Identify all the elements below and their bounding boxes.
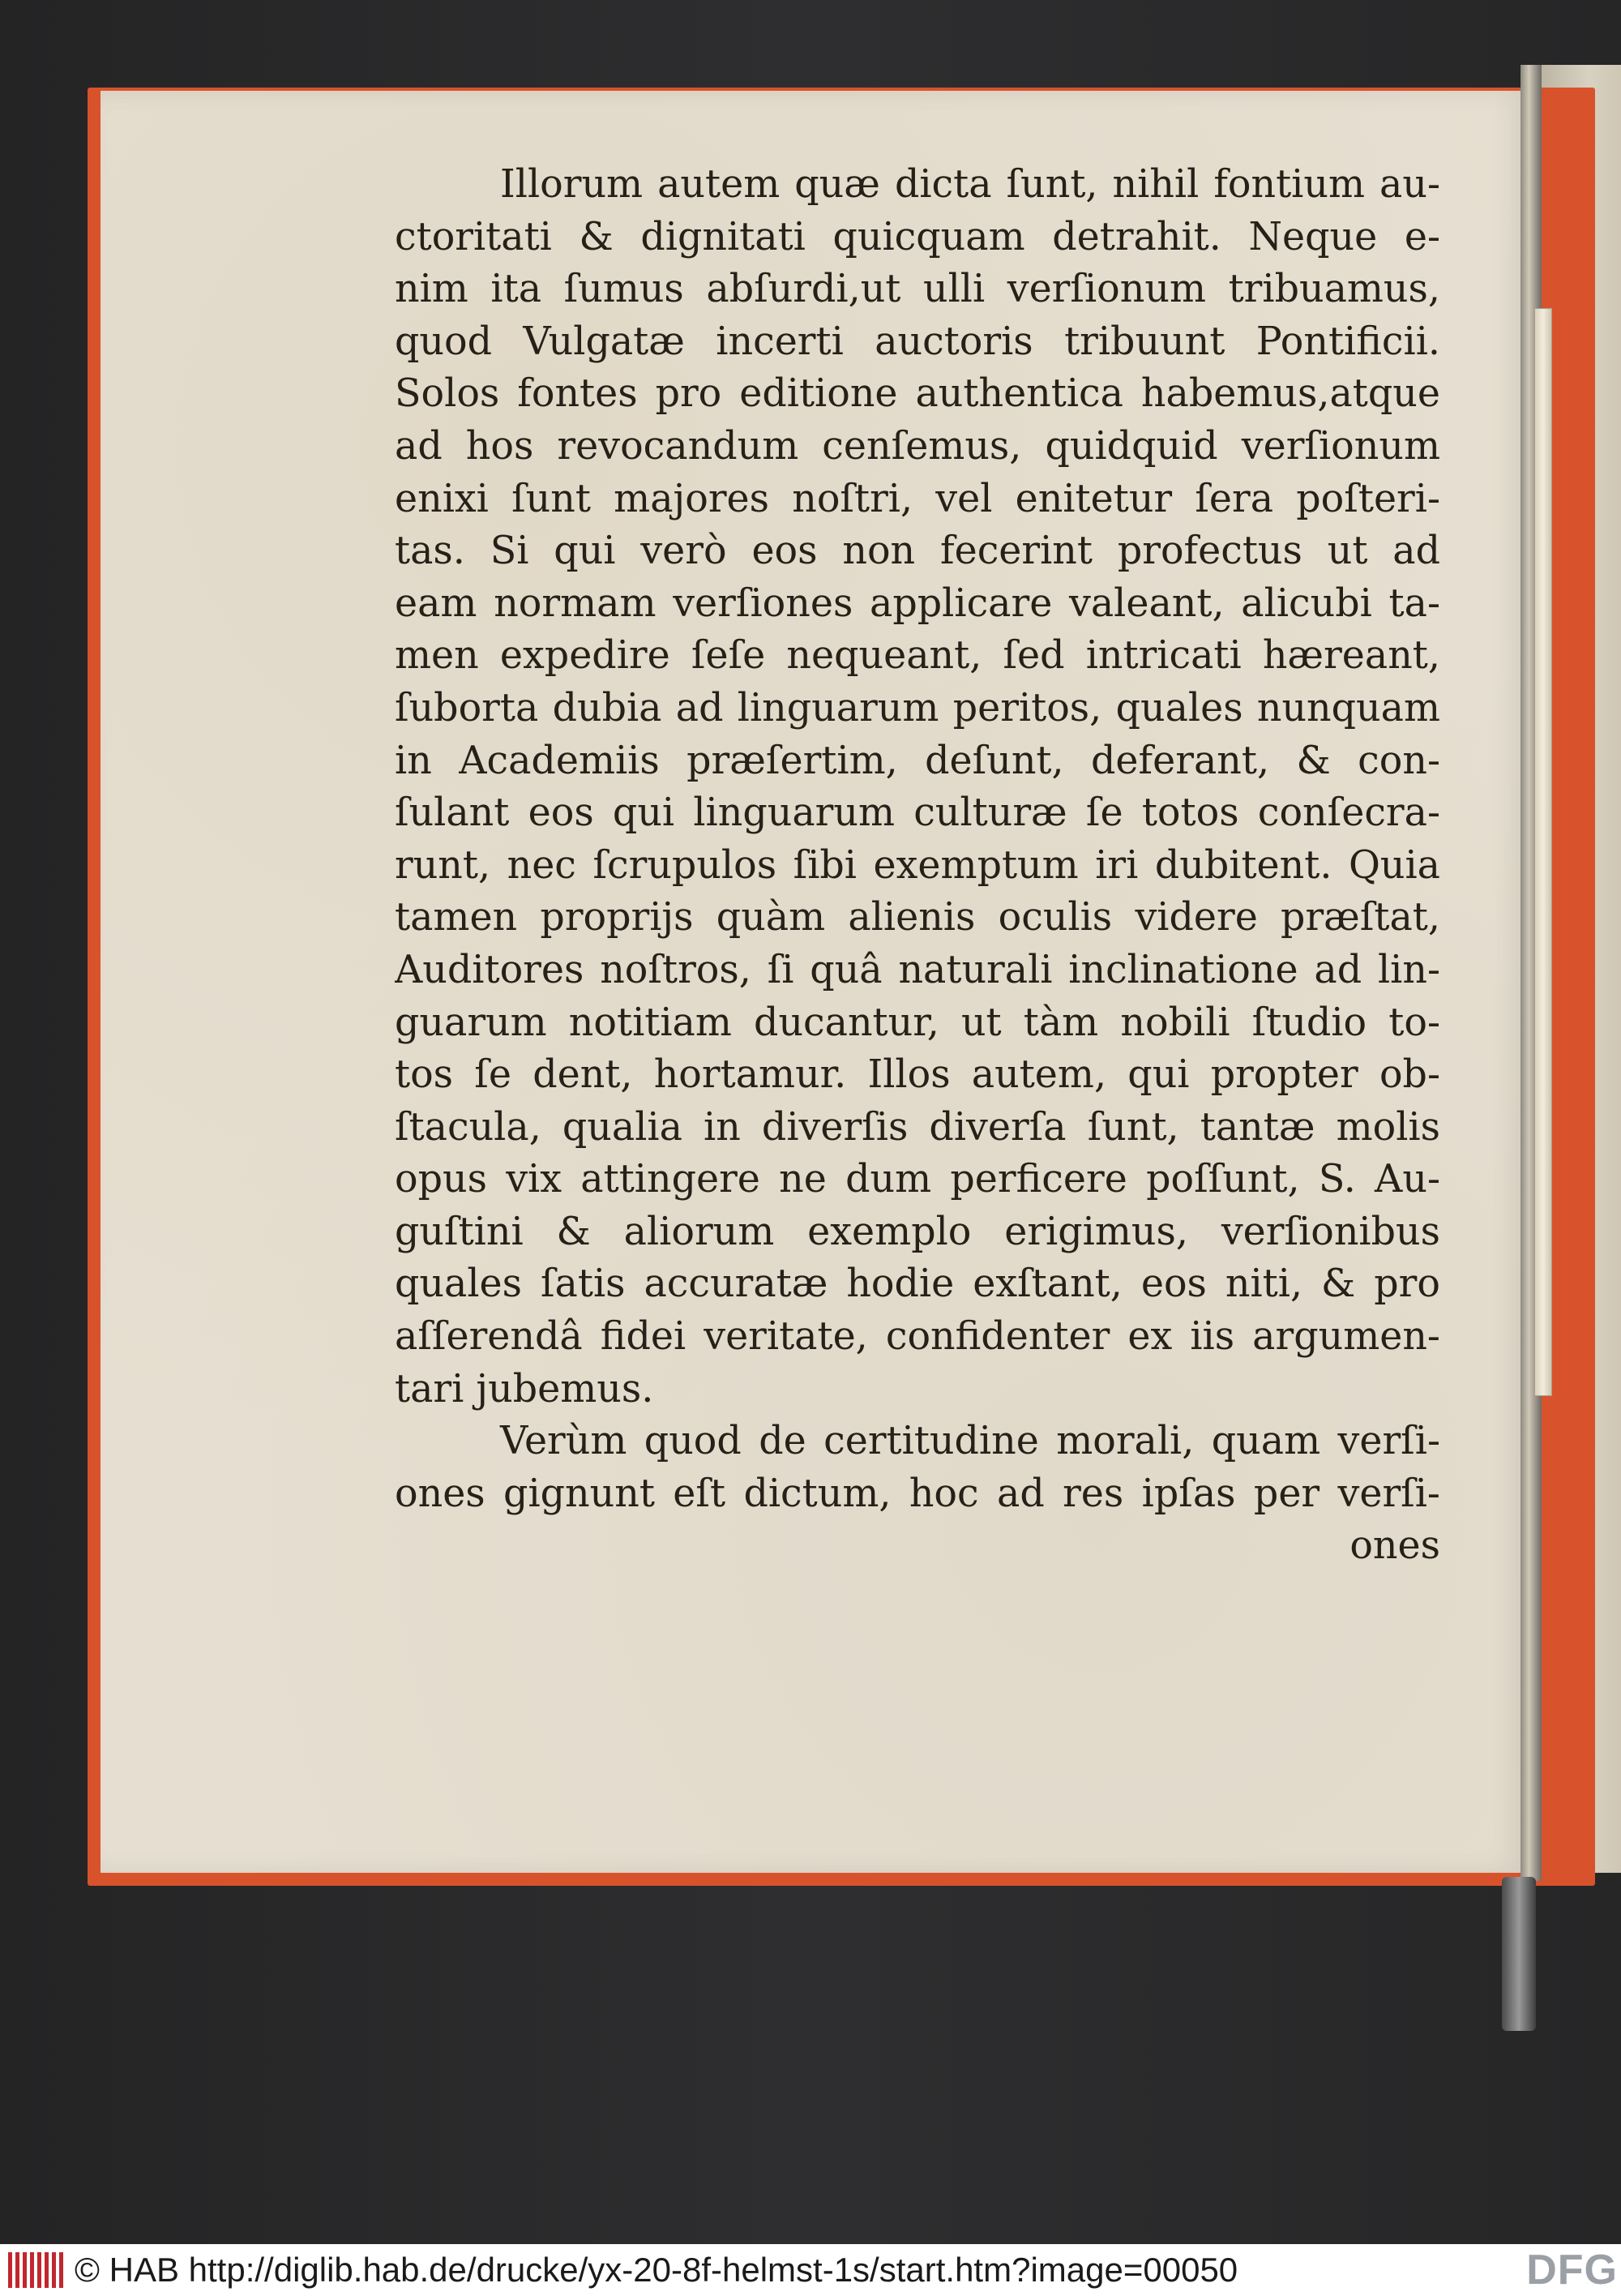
text-line: men expedire ſeſe nequeant, ſed intricati hæreant, <box>395 633 1440 679</box>
text-line: Verùm quod de certitudine morali, quam verſi- <box>500 1419 1440 1464</box>
dfg-logo: DFG <box>1526 2247 1618 2294</box>
text-line: opus vix attingere ne dum perficere poſſunt, S. Au- <box>395 1157 1440 1202</box>
text-line: guſtini & aliorum exemplo erigimus, verſionibus <box>395 1209 1440 1254</box>
page-text <box>395 159 1440 1573</box>
text-line: tari jubemus. <box>395 1366 654 1411</box>
text-line: Solos fontes pro editione authentica habemus,atque <box>395 371 1440 417</box>
text-line: guarum notitiam ducantur, ut tàm nobili ſtudio to- <box>395 1000 1440 1045</box>
text-line: ſulant eos qui linguarum culturæ ſe totos conſecra- <box>395 790 1440 836</box>
text-line: tos ſe dent, hortamur. Illos autem, qui propter ob- <box>395 1052 1440 1098</box>
text-line: ad hos revocandum cenſemus, quidquid verſionum <box>395 423 1440 469</box>
text-line: runt, nec ſcrupulos ſibi exemptum iri dubitent. Quia <box>395 842 1440 888</box>
text-line: nim ita ſumus abſurdi,ut ulli verſionum tribuamus, <box>395 267 1440 312</box>
text-line: in Academiis præſertim, deſunt, deferant, & con- <box>395 738 1440 783</box>
paper-bookmark <box>1534 308 1552 1396</box>
footer-bar <box>0 2244 1621 2296</box>
source-link[interactable]: © HAB http://diglib.hab.de/drucke/yx-20-8f-helmst-1s/start.htm?image=00050 <box>75 2251 1238 2289</box>
text-line: ſuborta dubia ad linguarum peritos, quales nunquam <box>395 685 1440 730</box>
text-line: enixi ſunt majores noſtri, vel enitetur ſera poſteri- <box>395 476 1440 521</box>
text-line: ones gignunt eſt dictum, hoc ad res ipſas per verſi- <box>395 1471 1440 1516</box>
page-clip <box>1502 1877 1536 2031</box>
text-line: aſſerendâ fidei veritate, confidenter ex iis argumen- <box>395 1314 1440 1360</box>
text-line: tamen proprijs quàm alienis oculis videre præſtat, <box>395 895 1440 940</box>
catchword: ones <box>1349 1523 1440 1569</box>
hab-logo-icon <box>8 2252 66 2288</box>
text-line: ſtacula, qualia in diverſis diverſa ſunt, tantæ molis <box>395 1104 1440 1150</box>
text-line: ctoritati & dignitati quicquam detrahit. Neque e- <box>395 214 1440 259</box>
text-line: quales ſatis accuratæ hodie exſtant, eos niti, & pro <box>395 1262 1440 1307</box>
text-line: eam normam verſiones applicare valeant, alicubi ta- <box>395 580 1440 626</box>
text-line: Auditores noſtros, ſi quâ naturali inclinatione ad lin- <box>395 947 1440 992</box>
text-line: quod Vulgatæ incerti auctoris tribuunt Pontificii. <box>395 319 1440 364</box>
text-line: tas. Si qui verò eos non fecerint profectus ut ad <box>395 529 1440 574</box>
text-line: Illorum autem quæ dicta ſunt, nihil fontium au- <box>500 162 1440 207</box>
